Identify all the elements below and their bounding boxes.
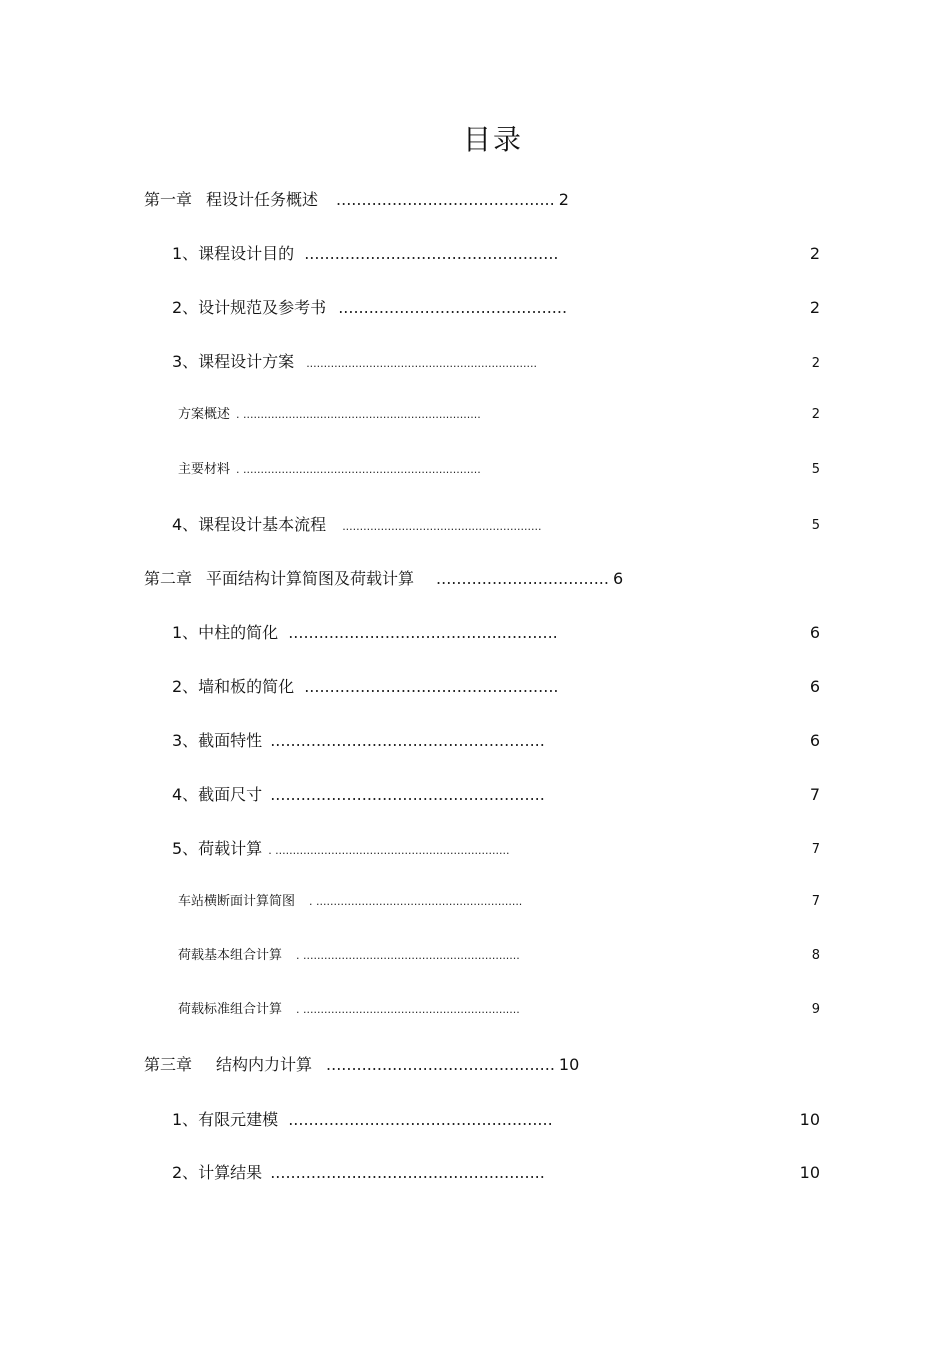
leader-dots: ............................................. (338, 298, 568, 317)
page-number: 2 (811, 407, 820, 422)
page-number: 7 (809, 785, 820, 804)
toc-item[interactable] (172, 1106, 553, 1134)
chapter-title: 平面结构计算简图及荷载计算 (206, 569, 415, 588)
leader-dots: .................................................. (304, 244, 559, 263)
chapter-label: 第一章 (144, 190, 193, 209)
toc-item[interactable] (172, 348, 537, 376)
chapter-label: 第二章 (144, 569, 193, 588)
page-number: 10 (799, 1110, 820, 1129)
toc-item[interactable] (172, 1159, 545, 1187)
page-number: 2 (809, 244, 820, 263)
item-title: 车站横断面计算简图 (178, 894, 296, 909)
toc-item[interactable] (178, 996, 520, 1024)
toc-item[interactable] (178, 401, 481, 429)
leader-dots: ........................................... (336, 190, 555, 209)
leader-dots: .................................................... (288, 1110, 553, 1129)
leader-dots: . ................................................................... (268, 844, 510, 857)
toc-item[interactable] (172, 511, 542, 539)
chapter-title: 结构内力计算 (216, 1055, 313, 1074)
item-title: 3、截面特性 (172, 731, 263, 750)
leader-dots: . .................................................................... (236, 408, 481, 421)
item-title: 5、荷载计算 (172, 839, 263, 858)
leader-dots: ...................................................... (270, 1163, 545, 1182)
item-title: 3、课程设计方案 (172, 352, 295, 371)
chapter-label: 第三章 (144, 1055, 193, 1074)
page-number: 2 (809, 298, 820, 317)
item-title: 2、墙和板的简化 (172, 677, 295, 696)
toc-title: 目录 (462, 123, 523, 156)
leader-dots: ...................................................... (270, 785, 545, 804)
page-number: 7 (811, 894, 820, 909)
item-title: 4、课程设计基本流程 (172, 515, 327, 534)
item-title: 1、有限元建模 (172, 1110, 279, 1129)
leader-dots: . .................................................................... (236, 463, 481, 476)
item-title: 2、设计规范及参考书 (172, 298, 327, 317)
toc-chapter-3[interactable] (144, 1051, 579, 1079)
item-title: 4、截面尺寸 (172, 785, 263, 804)
item-title: 主要材料 (178, 462, 231, 477)
leader-dots: . .............................................................. (296, 1003, 520, 1016)
leader-dots: ..................................................... (288, 623, 558, 642)
leader-dots: . ........................................................... (309, 895, 523, 908)
page-number: 6 (612, 569, 624, 588)
leader-dots: . .............................................................. (296, 949, 520, 962)
toc-item[interactable] (172, 619, 558, 647)
leader-dots: .................................................................. (306, 357, 537, 370)
item-title: 方案概述 (178, 407, 231, 422)
page-number: 7 (811, 842, 820, 857)
chapter-title: 程设计任务概述 (206, 190, 319, 209)
toc-item[interactable] (178, 888, 522, 916)
item-title: 荷载标准组合计算 (178, 1002, 283, 1017)
page-number: 9 (811, 1002, 820, 1017)
toc-chapter-1[interactable] (144, 186, 569, 214)
page-number: 2 (811, 356, 820, 371)
page-number: 2 (558, 190, 569, 209)
item-title: 1、中柱的简化 (172, 623, 279, 642)
toc-item[interactable] (172, 240, 558, 268)
leader-dots: .................................................. (304, 677, 559, 696)
toc-item[interactable] (172, 835, 509, 863)
toc-item[interactable] (172, 673, 558, 701)
item-title: 1、课程设计目的 (172, 244, 295, 263)
page-number: 6 (809, 677, 820, 696)
toc-item[interactable] (172, 727, 545, 755)
item-title: 2、计算结果 (172, 1163, 263, 1182)
toc-item[interactable] (178, 942, 520, 970)
toc-item[interactable] (172, 294, 567, 322)
page-number: 10 (799, 1163, 820, 1182)
leader-dots: .................................. (436, 569, 609, 588)
item-title: 荷载基本组合计算 (178, 948, 283, 963)
page-number: 5 (811, 518, 820, 533)
page-number: 10 (558, 1055, 580, 1074)
page-number: 5 (811, 462, 820, 477)
leader-dots: ............................................. (326, 1055, 555, 1074)
page-number: 6 (809, 731, 820, 750)
page-number: 6 (809, 623, 820, 642)
page-number: 8 (811, 948, 820, 963)
leader-dots: ...................................................... (270, 731, 545, 750)
toc-item[interactable] (172, 781, 545, 809)
leader-dots: ......................................................... (342, 520, 542, 533)
toc-chapter-2[interactable] (144, 565, 623, 593)
toc-item[interactable] (178, 456, 481, 484)
